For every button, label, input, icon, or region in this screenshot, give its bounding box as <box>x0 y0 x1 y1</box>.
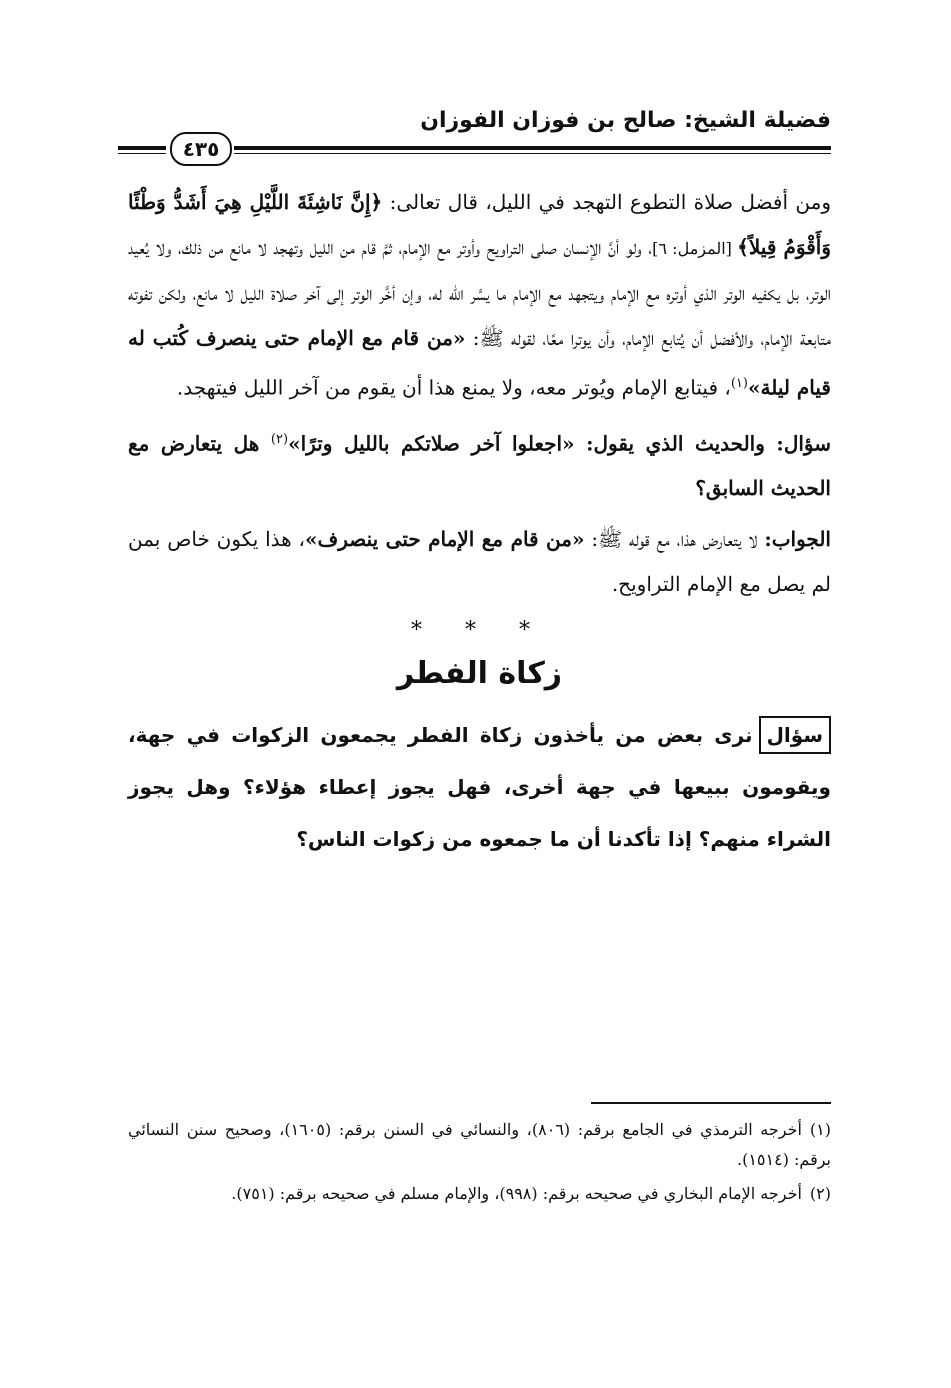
section-separator: * * * <box>411 618 548 644</box>
zakat-question <box>128 709 831 865</box>
zakat-question-text: نرى بعض من يأخذون زكاة الفطر يجمعون الزكوات في جهة، ويقومون ببيعها في جهة أخرى، فهل يجوز إعطاء هؤلاء؟ وهل يجوز الشراء منهم؟ إذا تأكدنا أن ما جمعوه من زكوات الناس؟ <box>128 723 831 852</box>
paragraph-question <box>128 417 831 512</box>
page-number: ٤٣٥ <box>170 132 232 166</box>
footnote-text: أخرجه الإمام البخاري في صحيحه برقم: (٩٩٨)، والإمام مسلم في صحيحه برقم: (٧٥١). <box>231 1184 802 1203</box>
answer-end: ، هذا يكون خاص بمن لم يصل مع الإمام التراويح. <box>128 527 831 597</box>
main-text <box>128 180 831 865</box>
page-header <box>118 100 831 160</box>
p1-end: ، فيتابع الإمام ويُوتر معه، ولا يمنع هذا أن يقوم من آخر الليل فيتهجد. <box>176 375 731 400</box>
question-label-box: سؤال <box>759 716 831 754</box>
question-text: سؤال: والحديث الذي يقول: «اجعلوا آخر صلاتكم بالليل وترًا» <box>288 431 831 456</box>
quran-verse: ﴿إِنَّ نَاشِئَةَ اللَّيْلِ هِيَ أَشَدُّ وَطْئًا وَأَقْوَمُ قِيلاً﴾ <box>128 190 832 259</box>
answer-hadith: «من قام مع الإمام حتى ينصرف» <box>305 527 585 552</box>
footnote-divider <box>591 1102 831 1104</box>
footnote-ref-1: (١) <box>730 376 748 391</box>
p1-body: ، ولو أنَّ الإنسان صلى التراويح وأوتر مع الإمام، ثمَّ قام من الليل وتهجد لا مانع من ذلك، ولا يُعيد الوتر، بل يكفيه الوتر الذي أوتره مع الإمام ويتجهد مع الإمام ما يسَّر الله له، وإن أخَّر الوتر إلى آخر صلاة الليل لا مانع، ولكن تفوته متابعة الإمام، والأفضل أن يُتابع الإمام، وأن يوترا معًا، لقوله ﷺ: <box>128 235 832 350</box>
paragraph-answer <box>128 517 831 607</box>
hadith-quote: «من قام مع الإمام حتى ينصرف كُتب له قيام ليلة» <box>128 326 831 400</box>
page-number-container <box>166 132 234 166</box>
footnote-number: (١) <box>809 1120 831 1139</box>
answer-label: الجواب: <box>764 527 831 552</box>
footnote-number: (٢) <box>809 1184 831 1203</box>
footnote-2 <box>128 1179 831 1209</box>
p1-intro: ومن أفضل صلاة التطوع التهجد في الليل، قال تعالى: <box>382 190 832 214</box>
quran-reference: [المزمل: ٦] <box>652 239 738 258</box>
running-title: فضيلة الشيخ: صالح بن فوزان الفوزان <box>420 108 831 133</box>
section-title: زكاة الفطر <box>396 656 563 692</box>
paragraph-tahajjud <box>128 180 831 411</box>
footnote-ref-2: (٢) <box>270 431 289 447</box>
footnote-1 <box>128 1115 831 1175</box>
answer-text: لا يتعارض هذا، مع قوله ﷺ: <box>584 527 765 552</box>
question-text-end: هل يتعارض مع الحديث السابق؟ <box>128 431 831 501</box>
footnote-text: أخرجه الترمذي في الجامع برقم: (٨٠٦)، والنسائي في السنن برقم: (١٦٠٥)، وصحيح سنن النسائي برقم: (١٥١٤). <box>128 1120 831 1169</box>
footnotes <box>128 1115 831 1213</box>
